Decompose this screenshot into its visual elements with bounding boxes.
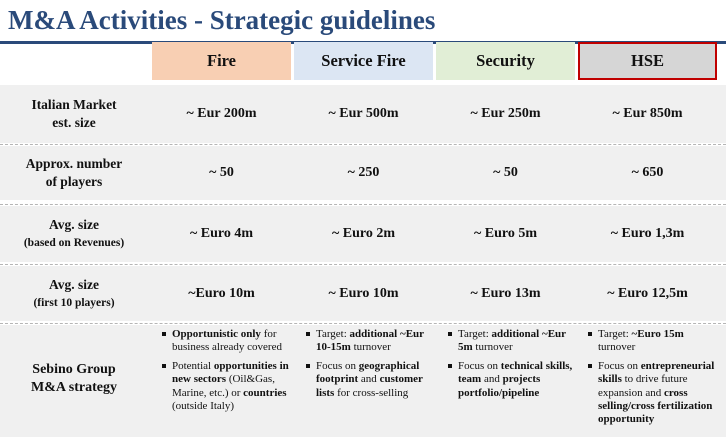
row-divider — [0, 204, 726, 205]
row-label-strategy — [0, 325, 148, 433]
cell-market-size-security: ~ Eur 250m — [470, 106, 541, 121]
row-label-line1: Avg. size — [49, 217, 99, 232]
row-label-line2: of players — [45, 174, 103, 189]
cell-avg-rev-security: ~ Euro 5m — [473, 226, 538, 241]
row-label-avg-size-revenues — [0, 206, 148, 262]
row-divider — [0, 323, 726, 324]
row-label-line2: (first 10 players) — [33, 296, 115, 309]
row-label-line2: est. size — [52, 115, 96, 130]
strategy-hse — [586, 328, 722, 432]
cell-top10-hse: ~ Euro 12,5m — [607, 285, 688, 301]
row-divider — [0, 264, 726, 265]
row-label-line1: Italian Market — [31, 97, 117, 112]
cell-players-service-fire: ~ 250 — [347, 165, 380, 180]
list-item: Target: ~Euro 15m turnover — [586, 328, 722, 355]
row-label-line1: Approx. number — [25, 156, 123, 171]
cell-market-size-fire: ~ Eur 200m — [186, 106, 257, 121]
row-label-line2: (based on Revenues) — [23, 237, 125, 249]
list-item: Focus on geographical footprint and customer lists for cross-selling — [304, 360, 436, 400]
list-item: Target: additional ~Eur 5m turnover — [446, 328, 574, 355]
column-header-service-fire: Service Fire — [294, 42, 433, 80]
list-item: Opportunistic only for business already covered — [160, 328, 296, 355]
list-item: Focus on technical skills, team and projects portfolio/pipeline — [446, 360, 574, 400]
row-label-line2: M&A strategy — [31, 380, 117, 395]
cell-players-hse: ~ 650 — [631, 165, 664, 180]
row-label-line1: Sebino Group — [32, 362, 116, 377]
cell-top10-fire: ~Euro 10m — [188, 285, 255, 301]
row-label-avg-size-top10 — [0, 266, 148, 321]
column-header-security: Security — [436, 42, 575, 80]
list-item: Focus on entrepreneurial skills to drive future expansion and cross selling/cross fertilization opportunity — [586, 360, 722, 427]
cell-top10-security: ~ Euro 13m — [470, 285, 541, 301]
cell-players-security: ~ 50 — [493, 165, 518, 180]
cell-top10-service-fire: ~ Euro 10m — [328, 285, 399, 301]
cell-avg-rev-hse: ~ Euro 1,3m — [610, 226, 685, 241]
strategy-fire — [160, 328, 296, 418]
row-label-line1: Avg. size — [49, 276, 99, 292]
cell-avg-rev-fire: ~ Euro 4m — [189, 226, 254, 241]
strategy-service-fire — [304, 328, 436, 405]
list-item: Target: additional ~Eur 10-15m turnover — [304, 328, 436, 355]
list-item: Potential opportunities in new sectors (Oil&Gas, Marine, etc.) or countries (outside Italy) — [160, 360, 296, 414]
cell-market-size-service-fire: ~ Eur 500m — [328, 106, 399, 121]
column-header-fire: Fire — [152, 42, 291, 80]
row-label-number-players — [0, 146, 148, 200]
cell-avg-rev-service-fire: ~ Euro 2m — [331, 226, 396, 241]
page-title: M&A Activities - Strategic guidelines — [8, 5, 436, 35]
row-label-market-size — [0, 85, 148, 143]
strategy-security — [446, 328, 574, 405]
row-divider — [0, 144, 726, 145]
column-header-hse: HSE — [578, 42, 717, 80]
cell-players-fire: ~ 50 — [209, 165, 234, 180]
cell-market-size-hse: ~ Eur 850m — [612, 106, 683, 121]
